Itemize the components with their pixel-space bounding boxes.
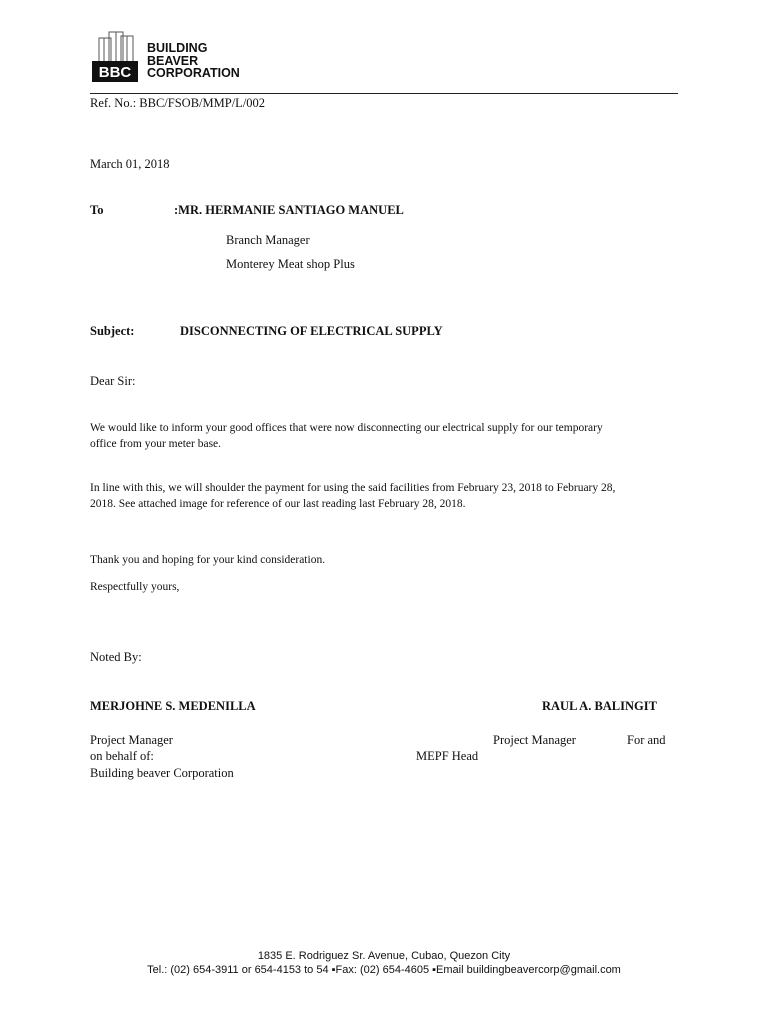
paragraph-1-line2: office from your meter base. <box>90 438 222 450</box>
paragraph-2-line2: 2018. See attached image for reference of our last reading last February 28, 2018. <box>90 498 466 510</box>
paragraph-1 <box>90 420 603 452</box>
company-name <box>147 42 240 80</box>
header-divider <box>90 93 678 94</box>
company-name-line2: BEAVER <box>147 53 199 68</box>
right-signatory-name: RAUL A. BALINGIT <box>542 699 657 713</box>
left-signatory-name: MERJOHNE S. MEDENILLA <box>90 699 256 713</box>
recipient-name: :MR. HERMANIE SANTIAGO MANUEL <box>174 203 404 217</box>
subject-text: DISCONNECTING OF ELECTRICAL SUPPLY <box>180 324 443 338</box>
logo-monogram: BBC <box>98 64 132 81</box>
left-signatory-title: Project Manager <box>90 733 173 747</box>
noted-by-label: Noted By: <box>90 650 142 664</box>
recipient-title: Branch Manager <box>226 233 310 247</box>
to-label: To <box>90 203 104 217</box>
reference-number: Ref. No.: BBC/FSOB/MMP/L/002 <box>90 96 266 110</box>
for-and-text: For and <box>627 733 666 747</box>
footer-address: 1835 E. Rodriguez Sr. Avenue, Cubao, Quezon City <box>257 950 511 962</box>
footer-contact: Tel.: (02) 654-3911 or 654-4153 to 54 ▪Fax: (02) 654-4605 ▪Email buildingbeavercorp@gmail.com <box>147 964 621 976</box>
company-name-line1: BUILDING <box>147 41 208 55</box>
subject-label: Subject: <box>90 324 135 338</box>
paragraph-1-line1: We would like to inform your good offices that were now disconnecting our electrical supply for our temporary <box>90 422 603 434</box>
complimentary-close: Respectfully yours, <box>90 581 180 593</box>
recipient-company: Monterey Meat shop Plus <box>226 257 355 271</box>
signatory-company: Building beaver Corporation <box>90 766 234 780</box>
company-logo <box>91 28 145 84</box>
right-signatory-title: Project Manager <box>493 733 576 747</box>
salutation: Dear Sir: <box>90 374 136 388</box>
paragraph-2 <box>90 480 615 512</box>
company-name-line3: CORPORATION <box>147 66 240 80</box>
letter-date: March 01, 2018 <box>90 157 170 171</box>
closing-line: Thank you and hoping for your kind consideration. <box>90 554 326 566</box>
paragraph-2-line1: In line with this, we will shoulder the payment for using the said facilities from February 23, 2018 to February 28, <box>90 482 616 494</box>
mepf-head-text: MEPF Head <box>416 749 479 763</box>
on-behalf-text: on behalf of: <box>90 749 154 763</box>
